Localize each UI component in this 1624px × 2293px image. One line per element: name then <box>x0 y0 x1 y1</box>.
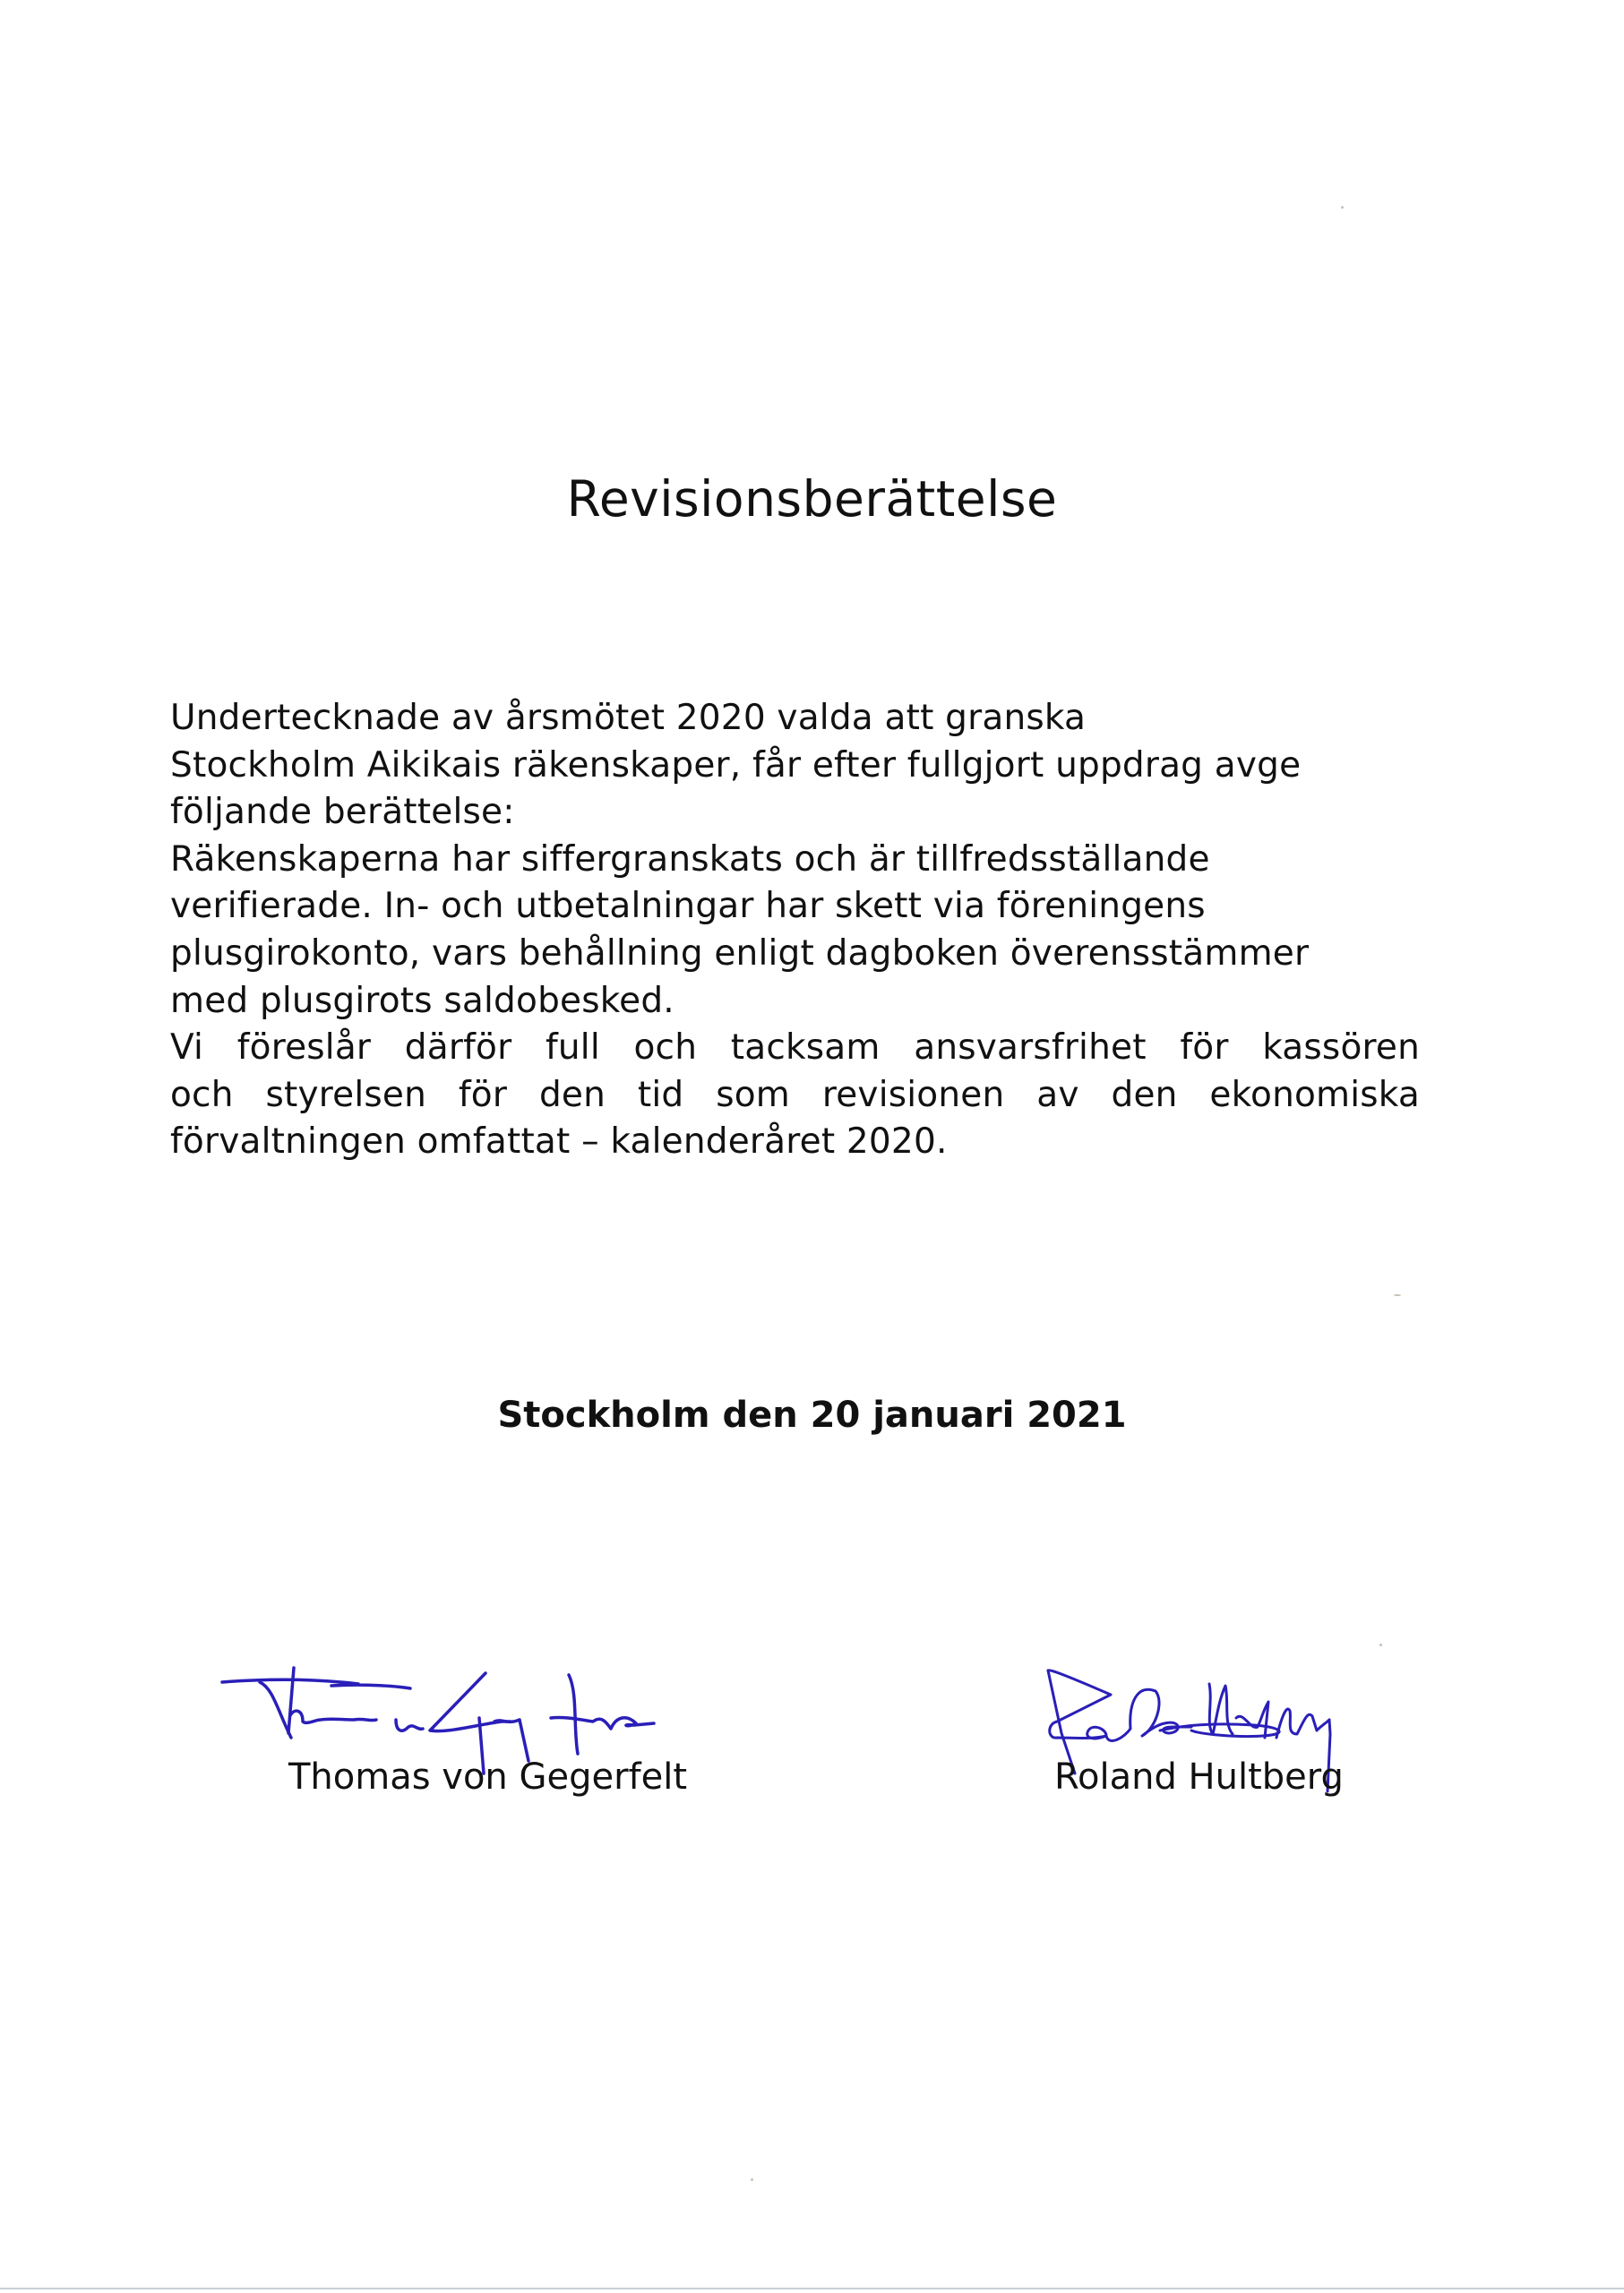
signature-block-right <box>1021 1648 1451 1809</box>
document-body <box>170 695 1420 1166</box>
body-line: med plusgirots saldobesked. <box>170 980 675 1021</box>
place-and-date: Stockholm den 20 januari 2021 <box>497 1395 1127 1436</box>
body-line: och styrelsen för den tid som revisionen av den ekonomiska <box>170 1074 1420 1115</box>
body-line: förvaltningen omfattat – kalenderåret 2020. <box>170 1121 948 1163</box>
scan-speck <box>1394 1294 1401 1296</box>
signer-name: Thomas von Gegerfelt <box>288 1756 688 1798</box>
scan-edge-line <box>0 2288 1624 2289</box>
body-line: Räkenskaperna har siffergranskats och är tillfredsställande <box>170 838 1210 880</box>
body-line: verifierade. In- och utbetalningar har skett via föreningens <box>170 886 1206 927</box>
body-line: plusgirokonto, vars behållning enligt dagboken överensstämmer <box>170 932 1310 974</box>
signer-name: Roland Hultberg <box>1054 1756 1344 1798</box>
scan-speck <box>1341 206 1344 209</box>
scan-speck <box>1379 1644 1382 1646</box>
body-line: Undertecknade av årsmötet 2020 valda att granska <box>170 698 1087 738</box>
signature-block-left <box>206 1648 815 1809</box>
body-line: följande berättelse: <box>170 792 515 833</box>
body-line: Vi föreslår därför full och tacksam ansvarsfrihet för kassören <box>170 1027 1420 1069</box>
scan-speck <box>751 2178 753 2181</box>
body-line: Stockholm Aikikais räkenskaper, får efter fullgjort uppdrag avge <box>170 744 1302 786</box>
document-title: Revisionsberättelse <box>566 470 1058 528</box>
